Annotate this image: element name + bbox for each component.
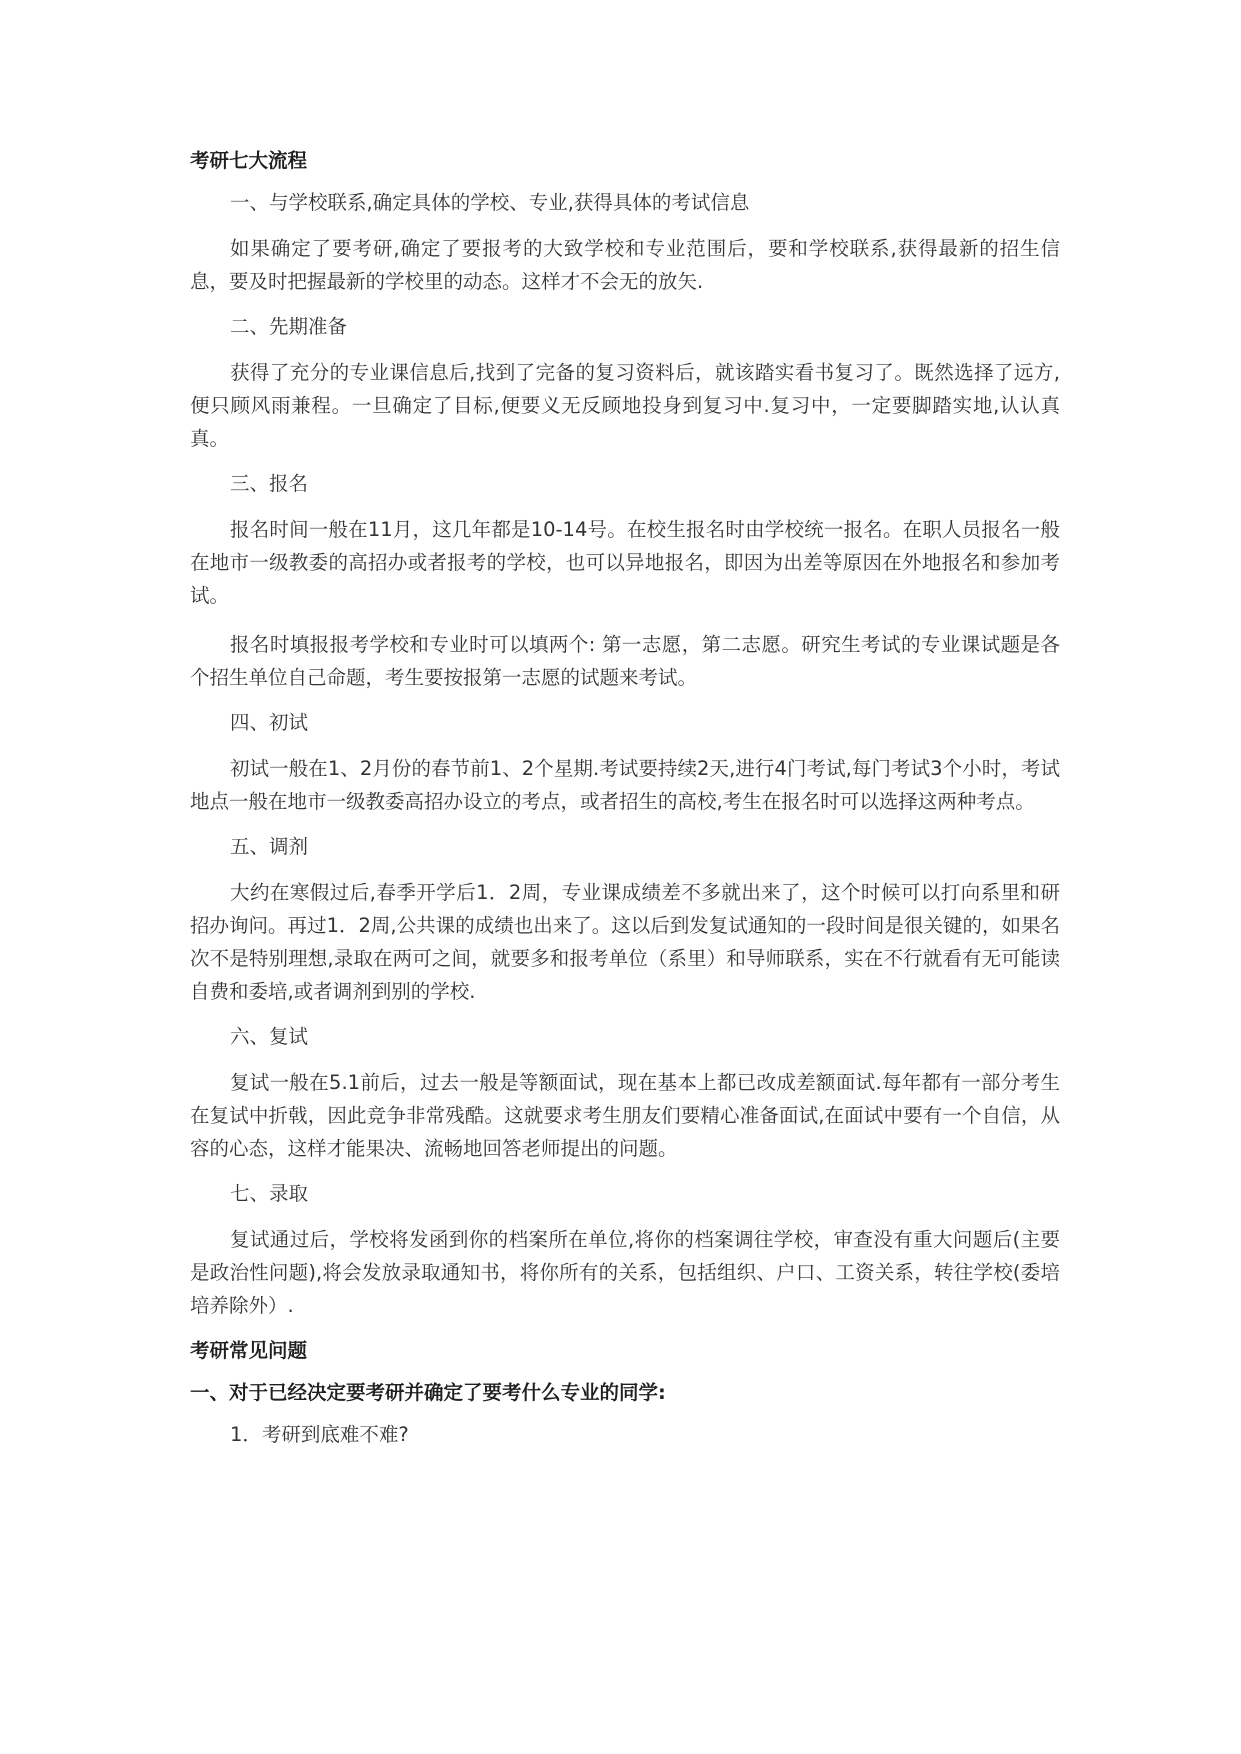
step-paragraph-6-1: 复试一般在5.1前后，过去一般是等额面试，现在基本上都已改成差额面试.每年都有一部分考生在复试中折戟，因此竞争非常残酷。这就要求考生朋友们要精心准备面试,在面试中要有一个自信，从容的心态，这样才能果决、流畅地回答老师提出的问题。	[190, 1071, 1060, 1160]
step-paragraph-5-1: 大约在寒假过后,春季开学后1．2周，专业课成绩差不多就出来了，这个时候可以打向系里和研招办询问。再过1．2周,公共课的成绩也出来了。这以后到发复试通知的一段时间是很关键的，如果名次不是特别理想,录取在两可之间，就要多和报考单位（系里）和导师联系，实在不行就看有无可能读自费和委培,或者调剂到别的学校.	[190, 881, 1060, 1003]
step-heading-1: 一、与学校联系,确定具体的学校、专业,获得具体的考试信息	[230, 191, 750, 214]
step-paragraph-2-1: 获得了充分的专业课信息后,找到了完备的复习资料后，就该踏实看书复习了。既然选择了远方,便只顾风雨兼程。一旦确定了目标,便要义无反顾地投身到复习中.复习中，一定要脚踏实地,认认真真。	[190, 361, 1060, 450]
step-paragraph-4-1: 初试一般在1、2月份的春节前1、2个星期.考试要持续2天,进行4门考试,每门考试3个小时，考试地点一般在地市一级教委高招办设立的考点，或者招生的高校,考生在报名时可以选择这两种考点。	[190, 757, 1060, 813]
step-paragraph-7-1: 复试通过后，学校将发函到你的档案所在单位,将你的档案调往学校，审查没有重大问题后(主要是政治性问题),将会发放录取通知书，将你所有的关系，包括组织、户口、工资关系，转往学校(委培培养除外）.	[190, 1228, 1060, 1317]
step-paragraph-3-2: 报名时填报报考学校和专业时可以填两个: 第一志愿，第二志愿。研究生考试的专业课试题是各个招生单位自己命题，考生要按报第一志愿的试题来考试。	[190, 633, 1060, 689]
document-page	[190, 148, 1060, 1464]
step-heading-7: 七、录取	[230, 1182, 309, 1205]
document-title: 考研七大流程	[190, 149, 308, 172]
step-paragraph-1-1: 如果确定了要考研,确定了要报考的大致学校和专业范围后，要和学校联系,获得最新的招生信息，要及时把握最新的学校里的动态。这样才不会无的放矢.	[190, 237, 1060, 293]
faq-group-heading: 一、对于已经决定要考研并确定了要考什么专业的同学:	[190, 1381, 666, 1404]
step-heading-3: 三、报名	[230, 472, 309, 495]
step-heading-5: 五、调剂	[230, 835, 309, 858]
step-heading-2: 二、先期准备	[230, 315, 348, 338]
faq-question-1: 1．考研到底难不难?	[230, 1423, 409, 1446]
step-heading-4: 四、初试	[230, 711, 309, 734]
faq-title: 考研常见问题	[190, 1339, 308, 1362]
step-heading-6: 六、复试	[230, 1025, 309, 1048]
step-paragraph-3-1: 报名时间一般在11月，这几年都是10-14号。在校生报名时由学校统一报名。在职人员报名一般在地市一级教委的高招办或者报考的学校，也可以异地报名，即因为出差等原因在外地报名和参加考试。	[190, 518, 1060, 607]
